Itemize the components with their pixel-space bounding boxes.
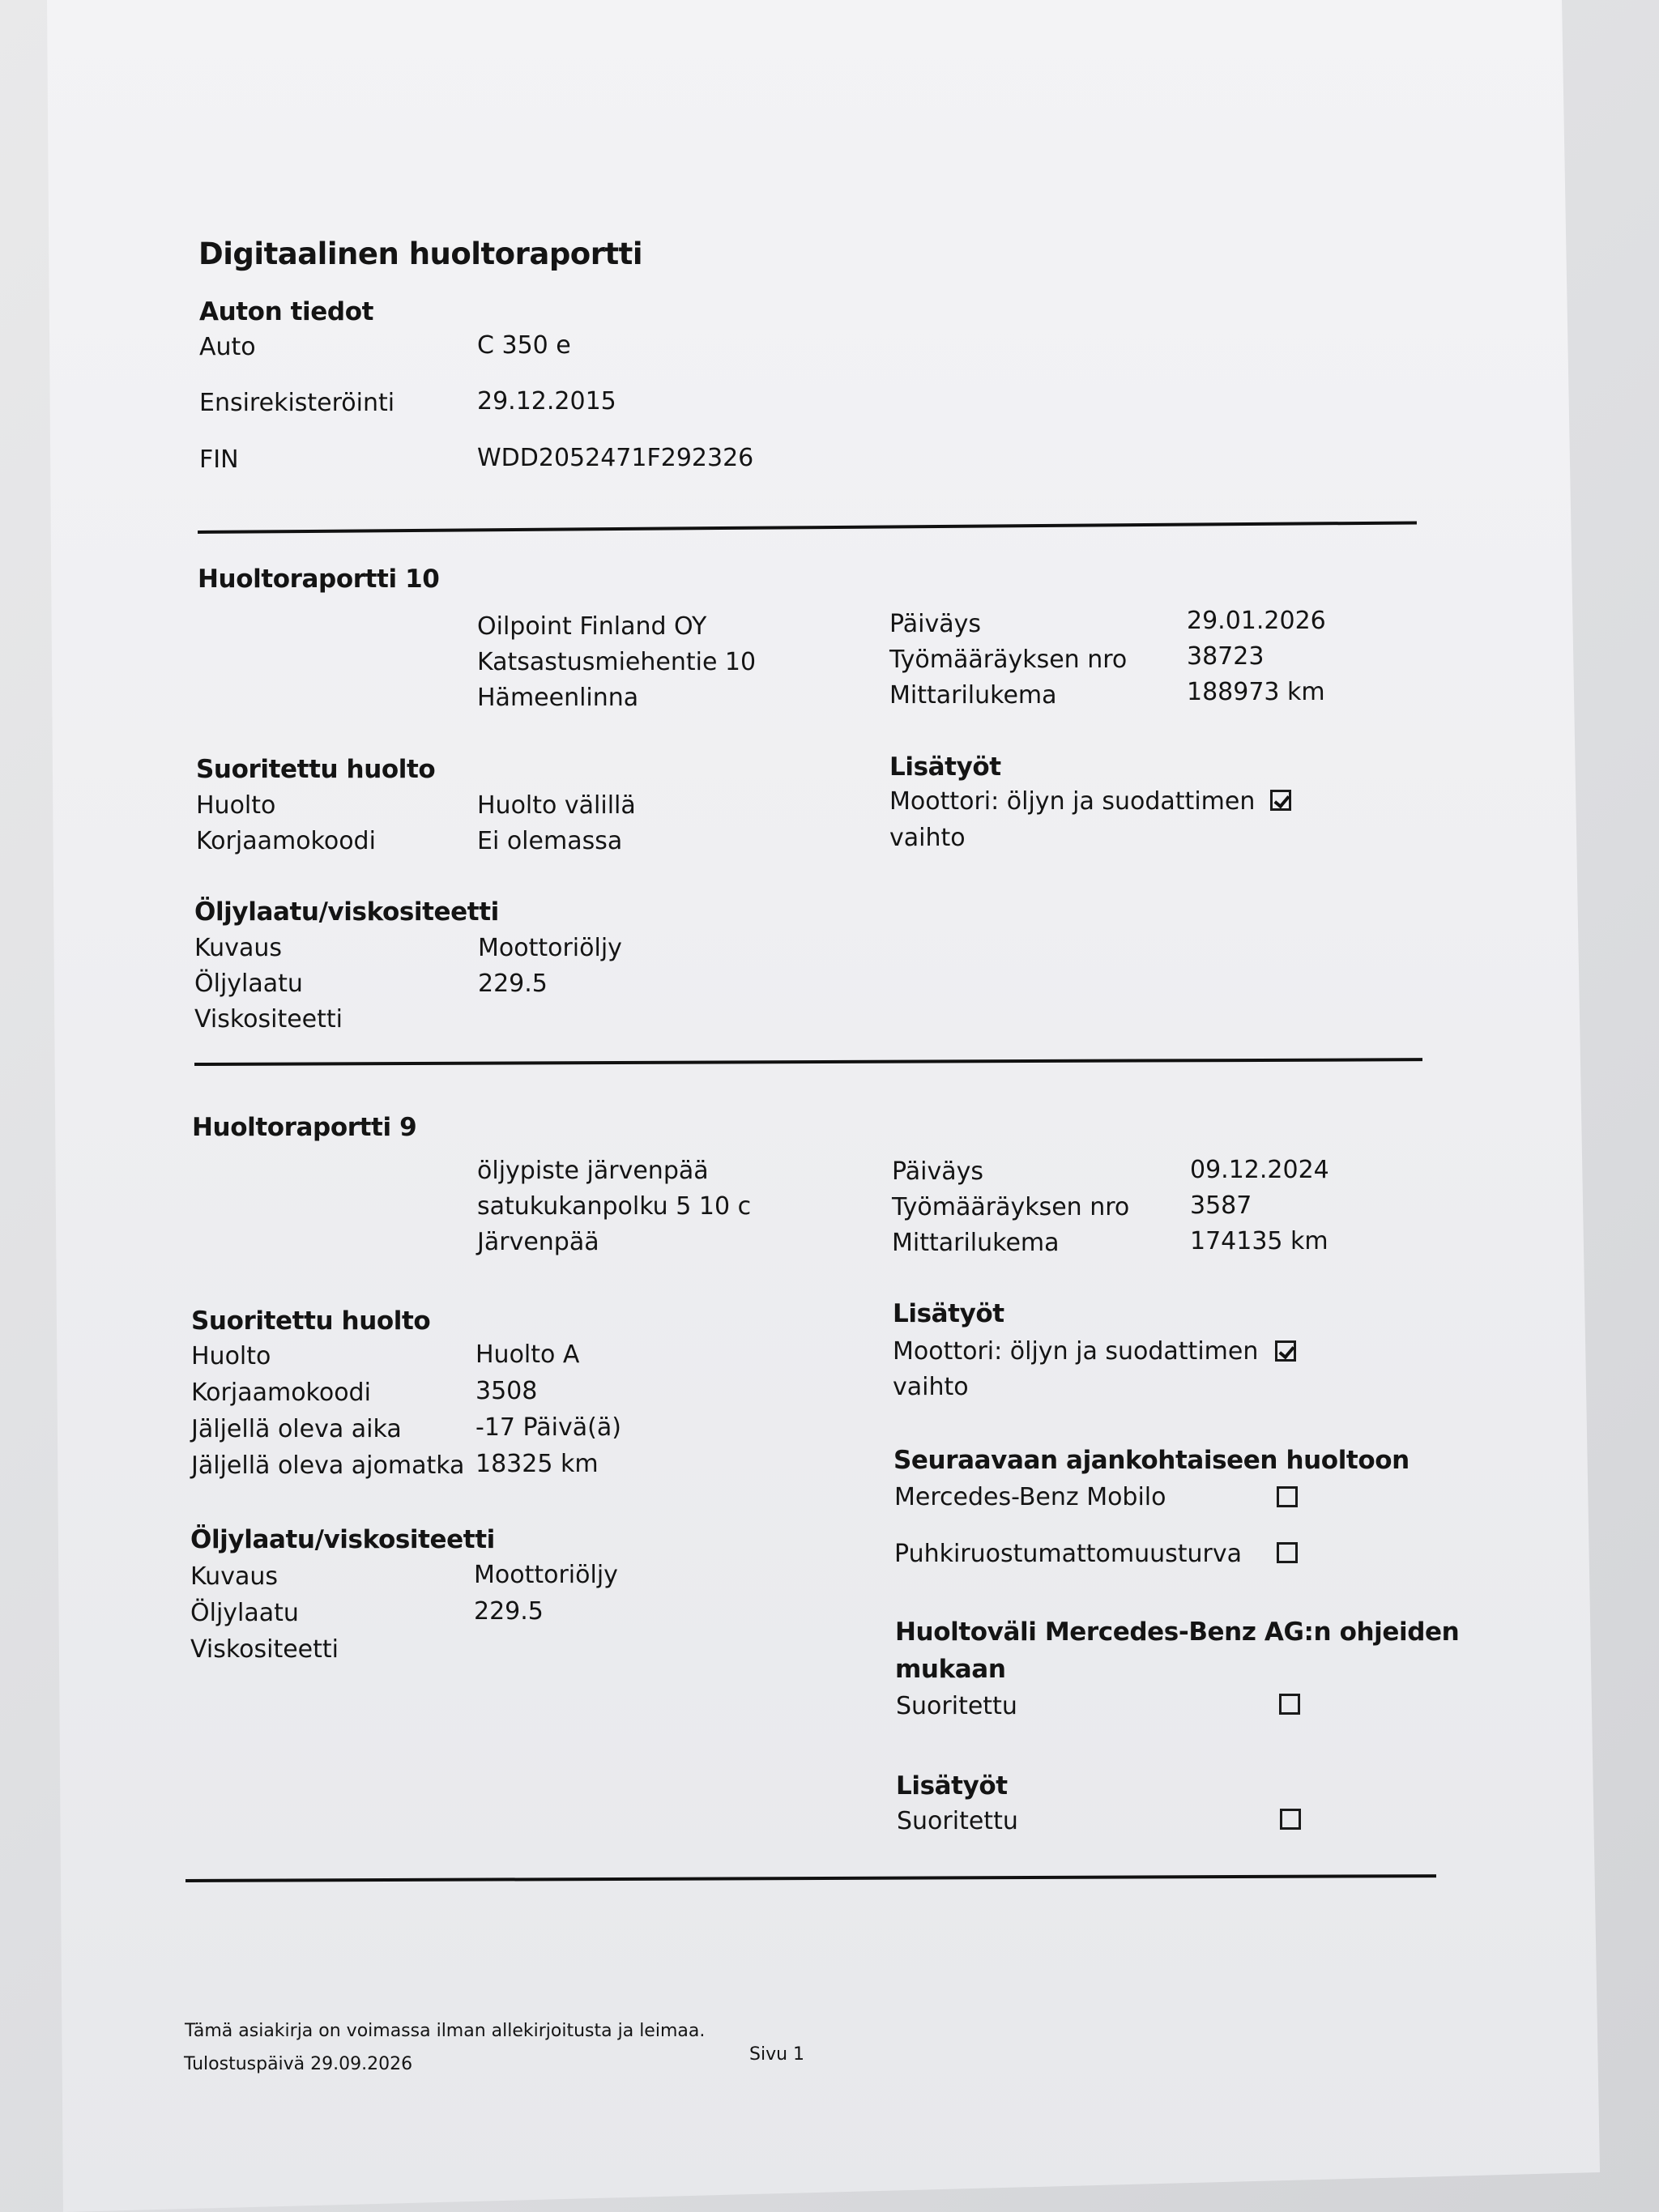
report-10-extra-item-cont: vaihto [889,824,966,852]
report-9-remaining-time-label: Jäljellä oleva aika [191,1415,402,1443]
report-9-workshop-street: satukukanpolku 5 10 c [477,1192,752,1221]
report-9-oil-heading: Öljylaatu/viskositeetti [190,1525,495,1554]
report-10-date-value: 29.01.2026 [1187,607,1326,635]
car-model-value: C 350 e [477,331,571,360]
report-9-extra-heading: Lisätyöt [893,1299,1004,1328]
report-9-date-value: 09.12.2024 [1190,1156,1329,1184]
report-10-mileage-value: 188973 km [1187,678,1325,706]
rust-warranty-label: Puhkiruostumattomuusturva [894,1540,1243,1568]
report-9-viscosity-label: Viskositeetti [190,1635,339,1664]
validity-note: Tämä asiakirja on voimassa ilman allekirjoitusta ja leimaa. [185,2021,706,2041]
report-10-date-label: Päiväys [889,610,981,638]
report-10-oil-quality-value: 229.5 [478,970,548,998]
report-10-service-heading: Suoritettu huolto [196,755,436,784]
report-9-workorder-label: Työmääräyksen nro [892,1193,1130,1221]
report-9-shopcode-value: 3508 [476,1377,538,1405]
report-10-workshop-name: Oilpoint Finland OY [477,612,707,641]
report-10-viscosity-label: Viskositeetti [194,1005,343,1034]
report-9-workorder-value: 3587 [1190,1191,1252,1220]
report-9-date-label: Päiväys [892,1157,983,1186]
report-10-workshop-street: Katsastusmiehentie 10 [477,648,757,676]
report-10-extra-heading: Lisätyöt [889,752,1001,782]
report-10-mileage-label: Mittarilukema [889,681,1057,710]
report-9-title: Huoltoraportti 9 [192,1113,417,1142]
report-10-service-value: Huolto välillä [477,791,636,820]
car-info-heading: Auton tiedot [199,297,374,326]
report-9-oil-desc-label: Kuvaus [190,1562,278,1591]
report-9-workshop-city: Järvenpää [477,1228,599,1256]
report-10-title: Huoltoraportti 10 [198,565,440,594]
report-10-shopcode-label: Korjaamokoodi [196,827,376,855]
extra2-done-checkbox [1280,1809,1301,1830]
report-10-oil-desc-label: Kuvaus [194,934,282,962]
report-9-service-value: Huolto A [476,1340,580,1369]
mobilo-checkbox [1277,1486,1298,1507]
page-number: Sivu 1 [749,2044,805,2065]
report-10-oil-quality-label: Öljylaatu [194,970,303,998]
report-9-extra-item-cont: vaihto [893,1373,969,1401]
report-9-service-label: Huolto [191,1342,271,1370]
mobilo-label: Mercedes-Benz Mobilo [894,1483,1166,1511]
extra2-done-label: Suoritettu [897,1807,1018,1835]
report-9-mileage-label: Mittarilukema [892,1229,1060,1257]
print-date: Tulostuspäivä 29.09.2026 [184,2054,413,2074]
report-10-workshop-city: Hämeenlinna [477,684,639,712]
report-10-extra-checkbox [1270,790,1291,811]
report-9-oil-desc-value: Moottoriöljy [474,1561,618,1589]
next-service-heading: Seuraavaan ajankohtaiseen huoltoon [893,1446,1410,1475]
report-9-oil-quality-value: 229.5 [474,1597,544,1626]
report-9-shopcode-label: Korjaamokoodi [191,1379,371,1407]
interval-done-checkbox [1279,1694,1300,1715]
interval-heading-cont: mukaan [895,1655,1006,1684]
fin-label: FIN [199,445,239,474]
extra2-heading: Lisätyöt [896,1771,1008,1801]
interval-heading: Huoltoväli Mercedes-Benz AG:n ohjeiden [895,1617,1460,1647]
report-9-remaining-distance-label: Jäljellä oleva ajomatka [191,1451,465,1480]
rust-warranty-checkbox [1277,1542,1298,1563]
report-10-oil-heading: Öljylaatu/viskositeetti [194,897,499,927]
report-10-extra-item: Moottori: öljyn ja suodattimen [889,787,1256,816]
report-10-workorder-value: 38723 [1187,642,1265,671]
report-9-remaining-distance-value: 18325 km [476,1450,599,1478]
first-registration-value: 29.12.2015 [477,387,616,416]
car-model-label: Auto [199,333,256,361]
fin-value: WDD2052471F292326 [477,444,754,472]
report-9-service-heading: Suoritettu huolto [191,1306,431,1336]
report-9-mileage-value: 174135 km [1190,1227,1328,1255]
first-registration-label: Ensirekisteröinti [199,389,395,417]
report-9-workshop-name: öljypiste järvenpää [477,1157,709,1185]
report-10-service-label: Huolto [196,791,276,820]
report-9-oil-quality-label: Öljylaatu [190,1599,299,1627]
report-9-remaining-time-value: -17 Päivä(ä) [476,1413,621,1442]
interval-done-label: Suoritettu [896,1692,1017,1720]
report-9-extra-checkbox [1275,1340,1296,1362]
report-10-shopcode-value: Ei olemassa [477,827,623,855]
report-10-workorder-label: Työmääräyksen nro [889,646,1128,674]
report-9-extra-item: Moottori: öljyn ja suodattimen [893,1337,1259,1366]
report-10-oil-desc-value: Moottoriöljy [478,934,622,962]
document-title: Digitaalinen huoltoraportti [198,237,643,271]
